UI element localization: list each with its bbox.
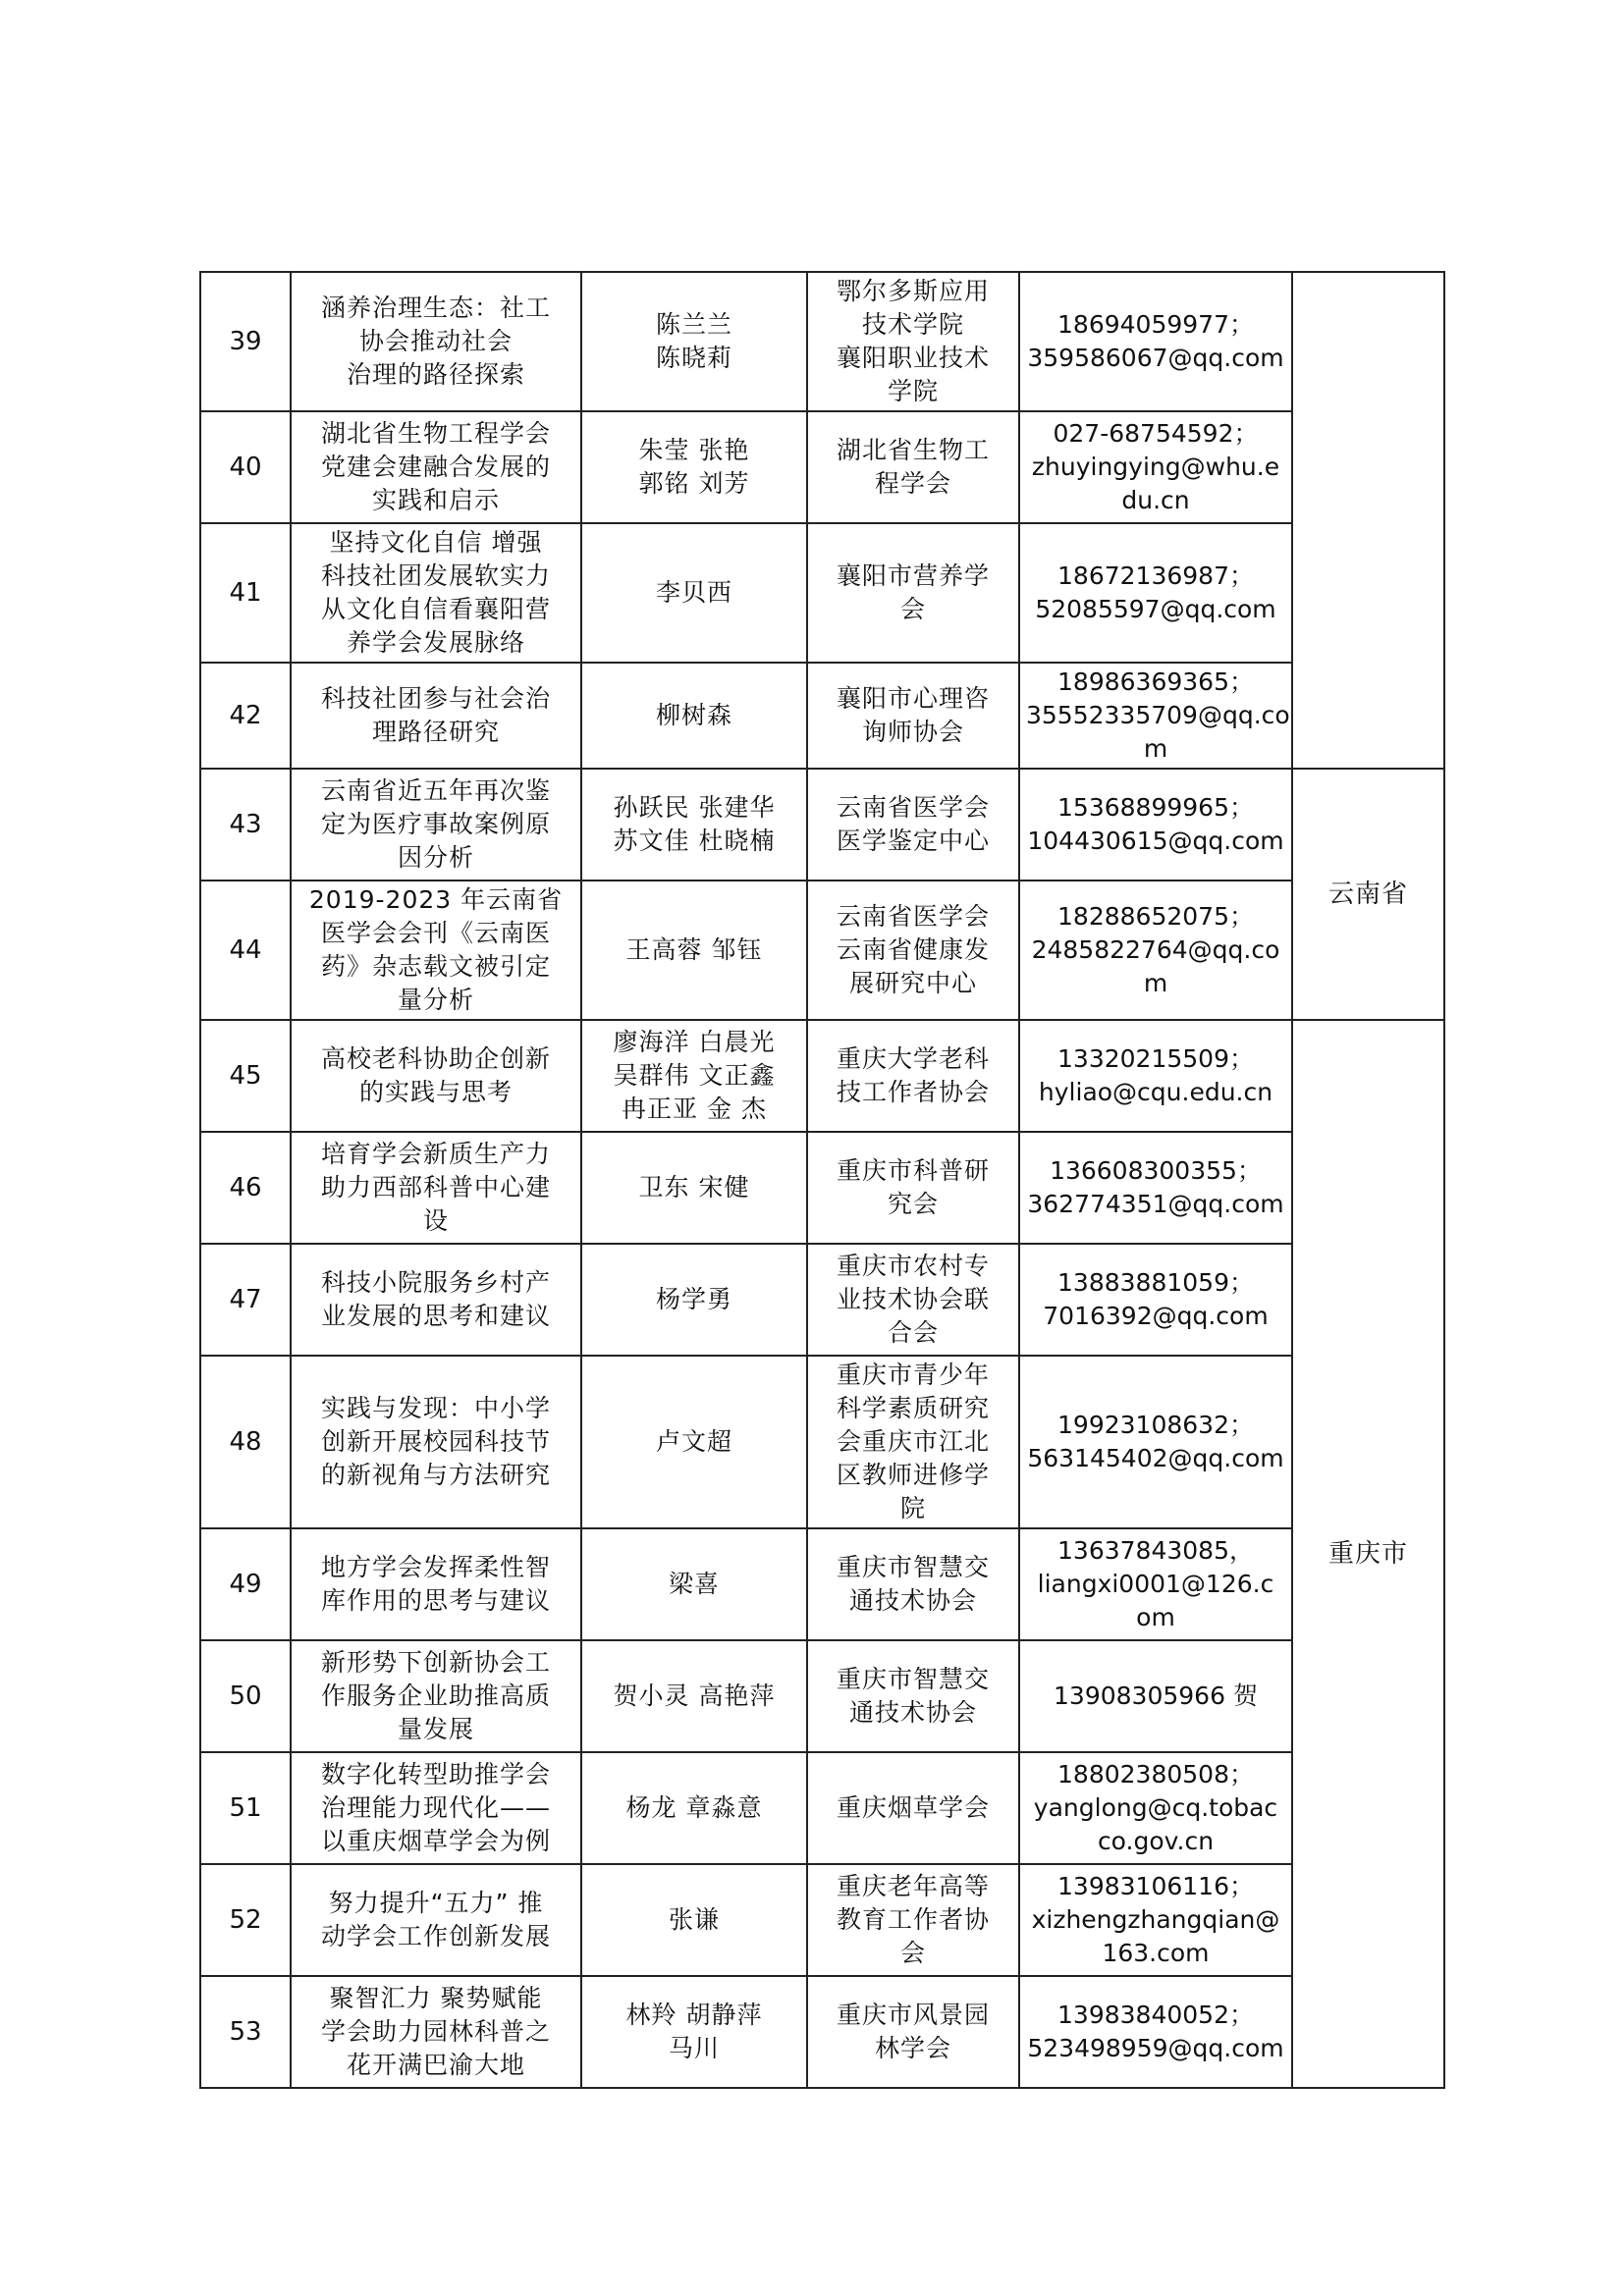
author-line: 梁喜 <box>668 1570 720 1598</box>
organization-cell <box>807 1864 1019 1976</box>
contact-line: 563145402@qq.com <box>1027 1444 1284 1472</box>
contact-line: om <box>1136 1603 1175 1631</box>
authors-cell <box>581 881 807 1020</box>
organization-line: 湖北省生物工 <box>836 436 990 464</box>
organization-line: 程学会 <box>874 469 951 498</box>
organization-line: 重庆市科普研 <box>836 1156 990 1185</box>
organization-cell <box>807 1244 1019 1356</box>
contact-line: m <box>1143 969 1168 997</box>
row-number: 46 <box>200 1132 291 1244</box>
contact-cell <box>1019 411 1292 523</box>
paper-title-cell <box>291 1528 581 1640</box>
contact-line: yanglong@cq.tobac <box>1033 1793 1278 1822</box>
contact-line: xizhengzhangqian@ <box>1031 1905 1280 1934</box>
paper-title-cell <box>291 1864 581 1976</box>
title-line: 库作用的思考与建议 <box>320 1586 551 1615</box>
paper-title-cell <box>291 1752 581 1864</box>
title-line: 湖北省生物工程学会 <box>320 419 551 448</box>
organization-cell <box>807 1356 1019 1528</box>
author-line: 杨龙 章淼意 <box>625 1793 763 1822</box>
contact-line: 7016392@qq.com <box>1043 1302 1269 1330</box>
paper-title-cell <box>291 1356 581 1528</box>
contact-line: 15368899965； <box>1057 793 1254 822</box>
contact-cell <box>1019 272 1292 411</box>
contact-cell <box>1019 1976 1292 2088</box>
title-line: 地方学会发挥柔性智 <box>320 1553 551 1581</box>
table-row <box>200 1864 1444 1976</box>
contact-line: 2485822764@qq.co <box>1031 935 1280 964</box>
title-line: 科技小院服务乡村产 <box>320 1268 551 1297</box>
table-row <box>200 881 1444 1020</box>
organization-line: 重庆市风景园 <box>836 2001 990 2029</box>
authors-cell <box>581 663 807 769</box>
row-number: 48 <box>200 1356 291 1528</box>
organization-line: 重庆大学老科 <box>836 1044 990 1073</box>
author-line: 卢文超 <box>655 1427 732 1456</box>
organization-line: 教育工作者协 <box>836 1905 990 1934</box>
contact-cell <box>1019 1020 1292 1132</box>
contact-line: 362774351@qq.com <box>1027 1190 1284 1218</box>
title-line: 培育学会新质生产力 <box>320 1140 551 1168</box>
contact-line: 13983840052； <box>1057 2001 1254 2029</box>
title-line: 定为医疗事故案例原 <box>320 810 551 838</box>
author-line: 贺小灵 高艳萍 <box>613 1682 776 1710</box>
author-line: 吴群伟 文正鑫 <box>613 1061 776 1090</box>
organization-line: 襄阳职业技术 <box>836 344 990 372</box>
organization-line: 重庆市农村专 <box>836 1252 990 1280</box>
organization-line: 会 <box>899 595 926 623</box>
organization-line: 究会 <box>887 1190 939 1218</box>
title-line: 坚持文化自信 增强 <box>329 528 543 557</box>
paper-title-cell <box>291 272 581 411</box>
organization-cell <box>807 1528 1019 1640</box>
contact-line: co.gov.cn <box>1097 1827 1215 1855</box>
contact-line: m <box>1143 734 1168 763</box>
title-line: 治理能力现代化—— <box>320 1793 551 1822</box>
title-line: 努力提升“五力” 推 <box>328 1889 544 1917</box>
authors-cell <box>581 1356 807 1528</box>
authors-cell <box>581 1752 807 1864</box>
author-line: 冉正亚 金 杰 <box>622 1095 767 1123</box>
author-line: 柳树森 <box>655 701 732 729</box>
paper-title-cell <box>291 881 581 1020</box>
authors-cell <box>581 272 807 411</box>
paper-title-cell <box>291 1976 581 2088</box>
title-line: 实践与发现：中小学 <box>320 1394 551 1422</box>
title-line: 动学会工作创新发展 <box>320 1922 551 1950</box>
organization-line: 技术学院 <box>861 310 964 339</box>
title-line: 的新视角与方法研究 <box>320 1461 551 1489</box>
title-line: 理路径研究 <box>371 718 500 746</box>
author-line: 张谦 <box>668 1905 720 1934</box>
authors-cell <box>581 1132 807 1244</box>
title-line: 治理的路径探索 <box>346 360 525 389</box>
table-row <box>200 1528 1444 1640</box>
organization-cell <box>807 272 1019 411</box>
organization-line: 医学鉴定中心 <box>836 827 990 855</box>
title-line: 以重庆烟草学会为例 <box>320 1827 551 1855</box>
organization-cell <box>807 1976 1019 2088</box>
region-cell: 重庆市 <box>1292 1020 1444 2088</box>
paper-title-cell <box>291 1244 581 1356</box>
contact-line: 35552335709@qq.co <box>1026 701 1290 729</box>
row-number: 52 <box>200 1864 291 1976</box>
organization-line: 重庆市智慧交 <box>836 1553 990 1581</box>
authors-cell <box>581 769 807 881</box>
contact-line: 13983106116； <box>1057 1872 1254 1900</box>
title-line: 因分析 <box>397 843 474 872</box>
title-line: 的实践与思考 <box>358 1078 513 1106</box>
organization-cell <box>807 1020 1019 1132</box>
table-body <box>200 272 1444 2088</box>
organization-line: 通技术协会 <box>848 1586 977 1615</box>
authors-cell <box>581 523 807 663</box>
title-line: 新形势下创新协会工 <box>320 1648 551 1677</box>
contact-cell <box>1019 1244 1292 1356</box>
contact-cell <box>1019 769 1292 881</box>
title-line: 作服务企业助推高质 <box>320 1682 551 1710</box>
title-line: 云南省近五年再次鉴 <box>320 776 551 805</box>
table-row <box>200 769 1444 881</box>
contact-cell <box>1019 1132 1292 1244</box>
table-row <box>200 663 1444 769</box>
paper-list-table <box>199 271 1445 2089</box>
paper-title-cell <box>291 411 581 523</box>
author-line: 林羚 胡静萍 <box>625 2001 763 2029</box>
paper-title-cell <box>291 1640 581 1752</box>
contact-line: zhuyingying@whu.e <box>1031 453 1280 481</box>
organization-cell <box>807 411 1019 523</box>
table-row <box>200 1640 1444 1752</box>
contact-line: 18802380508； <box>1057 1760 1254 1789</box>
contact-line: 359586067@qq.com <box>1027 344 1284 372</box>
title-line: 涵养治理生态：社工 <box>320 294 551 322</box>
title-line: 设 <box>422 1206 449 1235</box>
title-line: 从文化自信看襄阳营 <box>320 595 551 623</box>
organization-cell <box>807 769 1019 881</box>
contact-line: 13908305966 贺 <box>1054 1682 1258 1710</box>
title-line: 医学会会刊《云南医 <box>320 919 551 947</box>
contact-line: 19923108632； <box>1057 1411 1254 1439</box>
row-number: 41 <box>200 523 291 663</box>
contact-line: 52085597@qq.com <box>1035 595 1276 623</box>
author-line: 陈兰兰 <box>655 310 732 339</box>
contact-cell <box>1019 1528 1292 1640</box>
title-line: 学会助力园林科普之 <box>320 2017 551 2046</box>
organization-line: 科学素质研究 <box>836 1394 990 1422</box>
organization-line: 云南省医学会 <box>836 902 990 931</box>
contact-line: 136608300355； <box>1050 1156 1262 1185</box>
table-row <box>200 523 1444 663</box>
author-line: 廖海洋 白晨光 <box>613 1028 776 1056</box>
organization-line: 会 <box>899 1939 926 1967</box>
row-number: 50 <box>200 1640 291 1752</box>
authors-cell <box>581 1020 807 1132</box>
contact-line: 104430615@qq.com <box>1027 827 1284 855</box>
title-line: 科技社团参与社会治 <box>320 684 551 713</box>
authors-cell <box>581 1244 807 1356</box>
contact-line: hyliao@cqu.edu.cn <box>1038 1078 1273 1106</box>
organization-line: 展研究中心 <box>848 969 977 997</box>
authors-cell <box>581 411 807 523</box>
organization-line: 云南省医学会 <box>836 793 990 822</box>
organization-line: 鄂尔多斯应用 <box>836 277 990 305</box>
contact-line: liangxi0001@126.c <box>1037 1570 1274 1598</box>
row-number: 51 <box>200 1752 291 1864</box>
row-number: 43 <box>200 769 291 881</box>
table-row <box>200 1132 1444 1244</box>
title-line: 助力西部科普中心建 <box>320 1173 551 1201</box>
organization-line: 重庆市智慧交 <box>836 1665 990 1693</box>
contact-cell <box>1019 1640 1292 1752</box>
organization-line: 重庆市青少年 <box>836 1361 990 1389</box>
paper-title-cell <box>291 1020 581 1132</box>
title-line: 数字化转型助推学会 <box>320 1760 551 1789</box>
title-line: 量发展 <box>397 1715 474 1743</box>
title-line: 养学会发展脉络 <box>346 628 525 657</box>
organization-line: 云南省健康发 <box>836 935 990 964</box>
row-number: 40 <box>200 411 291 523</box>
title-line: 协会推动社会 <box>358 327 513 355</box>
contact-cell <box>1019 1864 1292 1976</box>
authors-cell <box>581 1976 807 2088</box>
table-row <box>200 1752 1444 1864</box>
contact-line: du.cn <box>1121 486 1190 514</box>
organization-line: 询师协会 <box>861 718 964 746</box>
organization-cell <box>807 523 1019 663</box>
contact-cell <box>1019 1356 1292 1528</box>
title-line: 业发展的思考和建议 <box>320 1302 551 1330</box>
row-number: 42 <box>200 663 291 769</box>
paper-title-cell <box>291 1132 581 1244</box>
authors-cell <box>581 1528 807 1640</box>
author-line: 李贝西 <box>655 578 732 607</box>
author-line: 朱莹 张艳 <box>638 436 750 464</box>
title-line: 量分析 <box>397 986 474 1014</box>
contact-line: 13320215509； <box>1057 1044 1254 1073</box>
contact-line: 18288652075； <box>1057 902 1254 931</box>
row-number: 49 <box>200 1528 291 1640</box>
region-cell <box>1292 272 1444 769</box>
title-line: 聚智汇力 聚势赋能 <box>329 1984 543 2012</box>
organization-cell <box>807 881 1019 1020</box>
contact-line: 18672136987； <box>1057 561 1254 590</box>
organization-line: 重庆烟草学会 <box>836 1793 990 1822</box>
author-line: 王高蓉 邹钰 <box>625 935 763 964</box>
organization-line: 重庆老年高等 <box>836 1872 990 1900</box>
organization-cell <box>807 663 1019 769</box>
organization-cell <box>807 1752 1019 1864</box>
contact-cell <box>1019 1752 1292 1864</box>
title-line: 实践和启示 <box>371 486 500 514</box>
paper-title-cell <box>291 769 581 881</box>
author-line: 杨学勇 <box>655 1285 732 1313</box>
row-number: 53 <box>200 1976 291 2088</box>
contact-line: 13637843085， <box>1057 1536 1254 1565</box>
table-row <box>200 1020 1444 1132</box>
table-row <box>200 1244 1444 1356</box>
organization-cell <box>807 1132 1019 1244</box>
organization-line: 通技术协会 <box>848 1698 977 1727</box>
table-row <box>200 411 1444 523</box>
author-line: 陈晓莉 <box>655 344 732 372</box>
row-number: 44 <box>200 881 291 1020</box>
organization-line: 学院 <box>887 377 939 405</box>
author-line: 郭铭 刘芳 <box>638 469 750 498</box>
authors-cell <box>581 1864 807 1976</box>
table-row <box>200 272 1444 411</box>
contact-line: 18986369365； <box>1057 667 1254 696</box>
organization-line: 襄阳市营养学 <box>836 561 990 590</box>
table-row <box>200 1356 1444 1528</box>
paper-title-cell <box>291 523 581 663</box>
contact-line: 163.com <box>1102 1939 1210 1967</box>
title-line: 花开满巴渝大地 <box>346 2051 525 2079</box>
organization-line: 会重庆市江北 <box>836 1427 990 1456</box>
author-line: 孙跃民 张建华 <box>613 793 776 822</box>
title-line: 科技社团发展软实力 <box>320 561 551 590</box>
title-line: 创新开展校园科技节 <box>320 1427 551 1456</box>
contact-cell <box>1019 881 1292 1020</box>
title-line: 党建会建融合发展的 <box>320 453 551 481</box>
contact-cell <box>1019 523 1292 663</box>
organization-line: 技工作者协会 <box>836 1078 990 1106</box>
author-line: 苏文佳 杜晓楠 <box>613 827 776 855</box>
contact-cell <box>1019 663 1292 769</box>
organization-line: 区教师进修学 <box>836 1461 990 1489</box>
organization-line: 业技术协会联 <box>836 1285 990 1313</box>
author-line: 卫东 宋健 <box>638 1173 750 1201</box>
region-cell: 云南省 <box>1292 769 1444 1020</box>
organization-line: 襄阳市心理咨 <box>836 684 990 713</box>
paper-title-cell <box>291 663 581 769</box>
title-line: 2019-2023 年云南省 <box>308 885 564 914</box>
organization-line: 合会 <box>887 1318 939 1347</box>
table-row <box>200 1976 1444 2088</box>
organization-line: 林学会 <box>874 2034 951 2062</box>
contact-line: 18694059977； <box>1057 310 1254 339</box>
title-line: 药》杂志载文被引定 <box>320 952 551 981</box>
contact-line: 027-68754592； <box>1053 419 1259 448</box>
contact-line: 523498959@qq.com <box>1027 2034 1284 2062</box>
author-line: 马川 <box>668 2034 720 2062</box>
row-number: 47 <box>200 1244 291 1356</box>
organization-cell <box>807 1640 1019 1752</box>
organization-line: 院 <box>899 1494 926 1522</box>
row-number: 39 <box>200 272 291 411</box>
title-line: 高校老科协助企创新 <box>320 1044 551 1073</box>
authors-cell <box>581 1640 807 1752</box>
row-number: 45 <box>200 1020 291 1132</box>
contact-line: 13883881059； <box>1057 1268 1254 1297</box>
